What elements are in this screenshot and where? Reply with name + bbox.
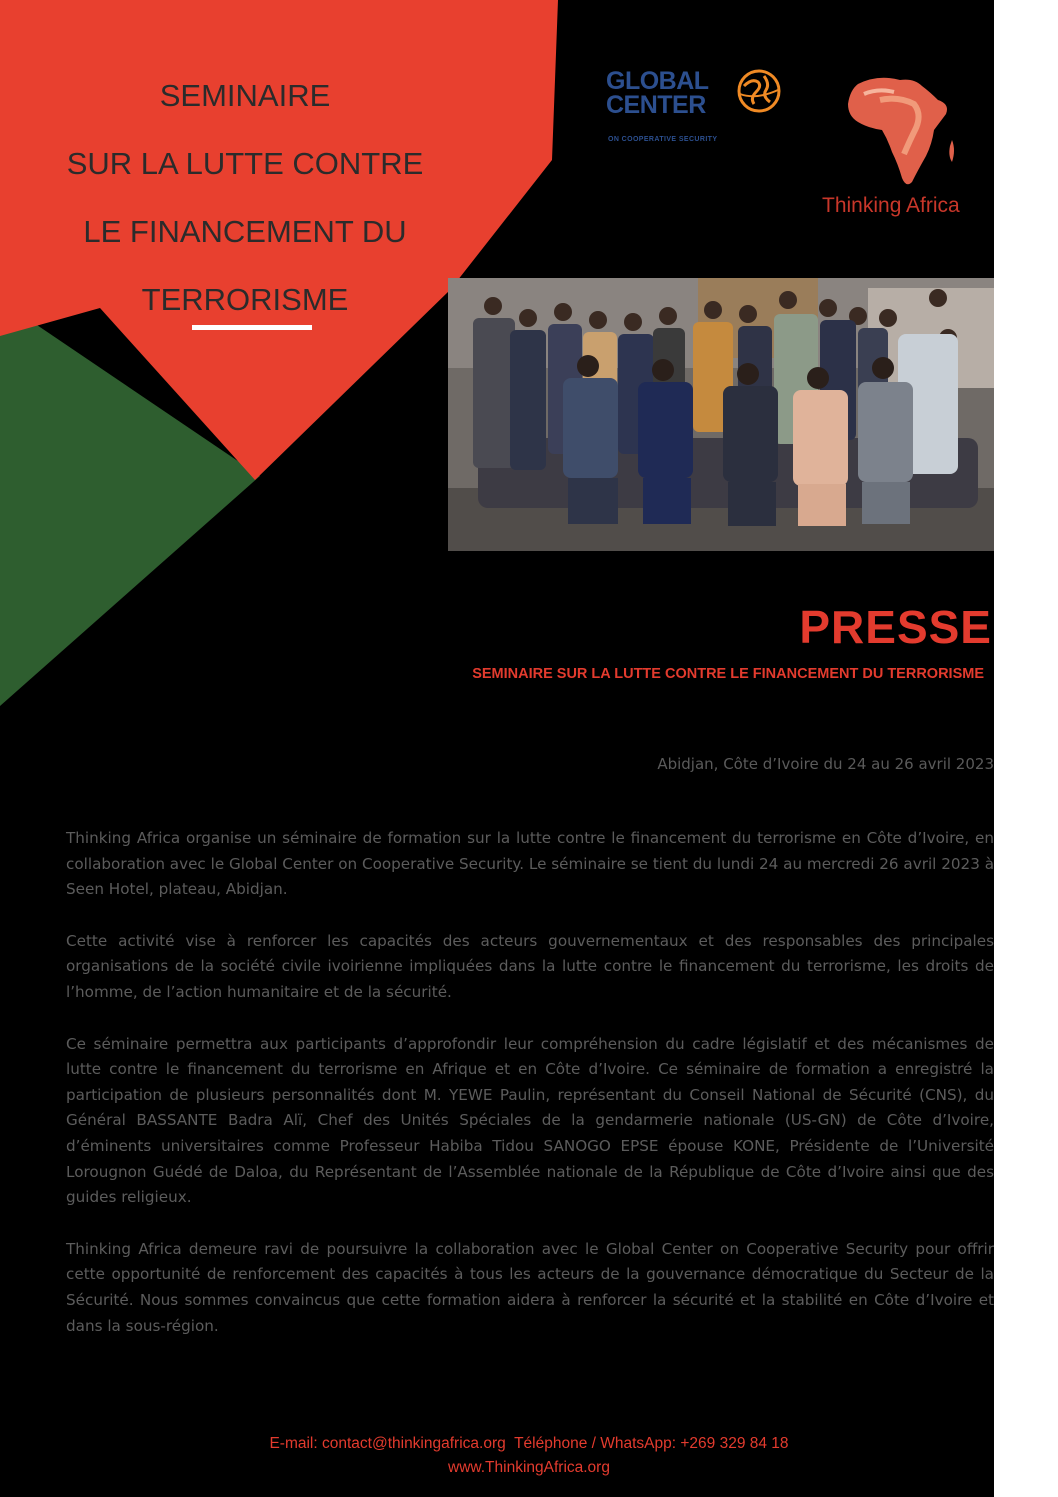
body-paragraph: Ce séminaire permettra aux participants d’approfondir leur compréhension du cadre législatif et des mécanismes de lutte contre le financement du terrorisme en Afrique et en Côte d’Ivoire. Ce séminaire de formation a enregistré la participation de plusieurs personnalités dont M. YEWE Paulin, représentant du Conseil National de Sécurité (CNS), du Général BASSANTE Badra Alï, Chef des Unités Spéciales de la gendarmerie nationale (US-GN) de Côte d’Ivoire, d’éminents universitaires comme Professeur Habiba Tidou SANOGO EPSE épouse KONE, Présidente de l’Université Lorougnon Guédé de Daloa, du Représentant de l’Assemblée nationale de la République de Côte d’Ivoire ainsi que des guides religieux. (66, 1034, 994, 1207)
seminar-banner-title (20, 62, 470, 334)
banner-title-line: TERRORISME (141, 282, 349, 317)
footer-website-link[interactable]: www.ThinkingAfrica.org (448, 1459, 610, 1476)
right-margin-strip (994, 0, 1058, 1497)
banner-title-line: SUR LA LUTTE CONTRE (66, 146, 424, 181)
global-center-logo-subline: ON COOPERATIVE SECURITY (608, 136, 718, 143)
group-photo (448, 278, 994, 551)
place-and-date: Abidjan, Côte d’Ivoire du 24 au 26 avril 2023 (657, 755, 994, 773)
press-subtitle: SEMINAIRE SUR LA LUTTE CONTRE LE FINANCEMENT DU TERRORISME (472, 666, 984, 682)
global-center-logo-text: GLOBAL (606, 67, 709, 95)
banner-title-line: SEMINAIRE (159, 78, 331, 113)
globe-icon (736, 68, 782, 114)
contact-footer (0, 1432, 1058, 1480)
body-paragraph: Thinking Africa demeure ravi de poursuivre la collaboration avec le Global Center on Cooperative Security pour offrir cette opportunité de renforcement des capacités à tous les acteurs de la gouvernance démocratique du Secteur de la Sécurité. Nous sommes convaincus que cette formation aidera à renforcer la sécurité et la stabilité en Côte d’Ivoire et dans la sous-région. (66, 1239, 994, 1335)
press-heading: PRESSE (799, 601, 992, 653)
footer-contact-line: E-mail: contact@thinkingafrica.org Téléphone / WhatsApp: +269 329 84 18 (269, 1435, 789, 1452)
thinking-africa-logo (818, 70, 993, 230)
press-body (66, 826, 994, 1365)
africa-map-icon (818, 70, 993, 190)
thinking-africa-logo-text: Thinking Africa (822, 194, 960, 217)
global-center-logo-text: CENTER (606, 91, 706, 119)
banner-title-underline (192, 325, 312, 330)
global-center-logo (606, 66, 802, 150)
banner-title-line: LE FINANCEMENT DU (83, 214, 407, 249)
body-paragraph: Cette activité vise à renforcer les capacités des acteurs gouvernementaux et des responsables des principales organisations de la société civile ivoirienne impliquées dans la lutte contre le financement du terrorisme, les droits de l’homme, de l’action humanitaire et de la sécurité. (66, 931, 994, 1001)
body-paragraph: Thinking Africa organise un séminaire de formation sur la lutte contre le financement du terrorisme en Côte d’Ivoire, en collaboration avec le Global Center on Cooperative Security. Le séminaire se tient du lundi 24 au mercredi 26 avril 2023 à Seen Hotel, plateau, Abidjan. (66, 829, 995, 899)
